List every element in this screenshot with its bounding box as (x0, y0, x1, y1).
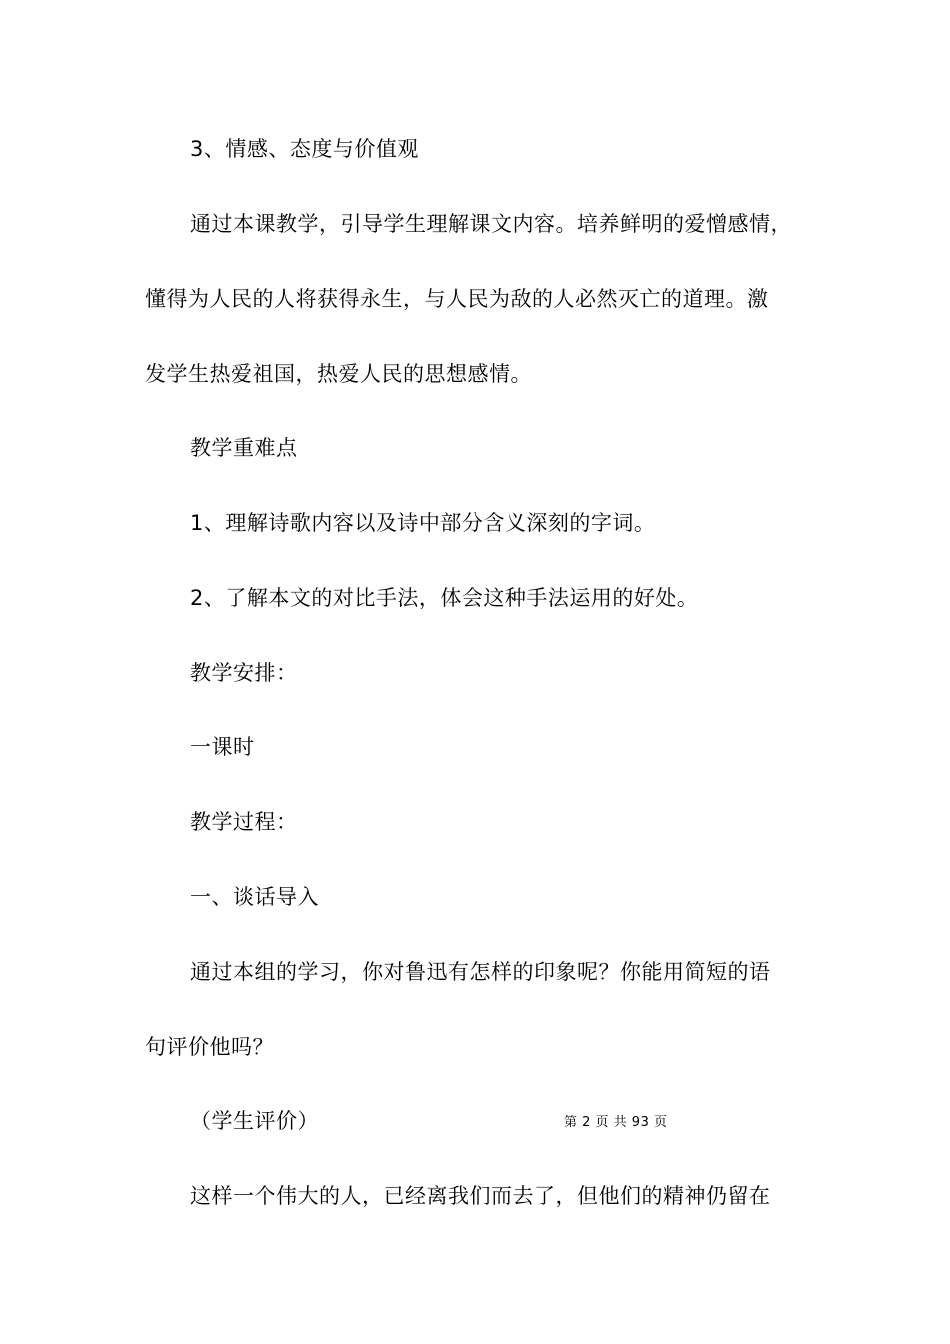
section-heading-arrangement: 教学安排： (190, 661, 298, 685)
paragraph-line: 这样一个伟大的人，已经离我们而去了，但他们的精神仍留在 (190, 1184, 771, 1208)
section-heading-process: 教学过程： (190, 810, 298, 834)
paragraph-line: 懂得为人民的人将获得永生，与人民为敌的人必然灭亡的道理。激 (145, 287, 769, 311)
section-heading-key-points: 教学重难点 (190, 436, 298, 460)
paragraph-line: 一课时 (190, 735, 255, 759)
subsection-heading: 一、谈话导入 (190, 885, 319, 909)
paragraph-line: 通过本组的学习，你对鲁迅有怎样的印象呢？你能用简短的语 (190, 960, 771, 984)
paragraph-line: （学生评价） (190, 1109, 319, 1133)
paragraph-line: 句评价他吗？ (145, 1035, 274, 1059)
paragraph-line: 发学生热爱祖国，热爱人民的思想感情。 (145, 362, 532, 386)
paragraph-line: 通过本课教学，引导学生理解课文内容。培养鲜明的爱憎感情， (190, 212, 792, 236)
page-number-footer: 第 2 页 共 93 页 (564, 1115, 668, 1130)
section-heading-emotion: 3、情感、态度与价值观 (190, 137, 419, 161)
list-item: 1、理解诗歌内容以及诗中部分含义深刻的字词。 (190, 511, 656, 535)
list-item: 2、了解本文的对比手法，体会这种手法运用的好处。 (190, 586, 699, 610)
